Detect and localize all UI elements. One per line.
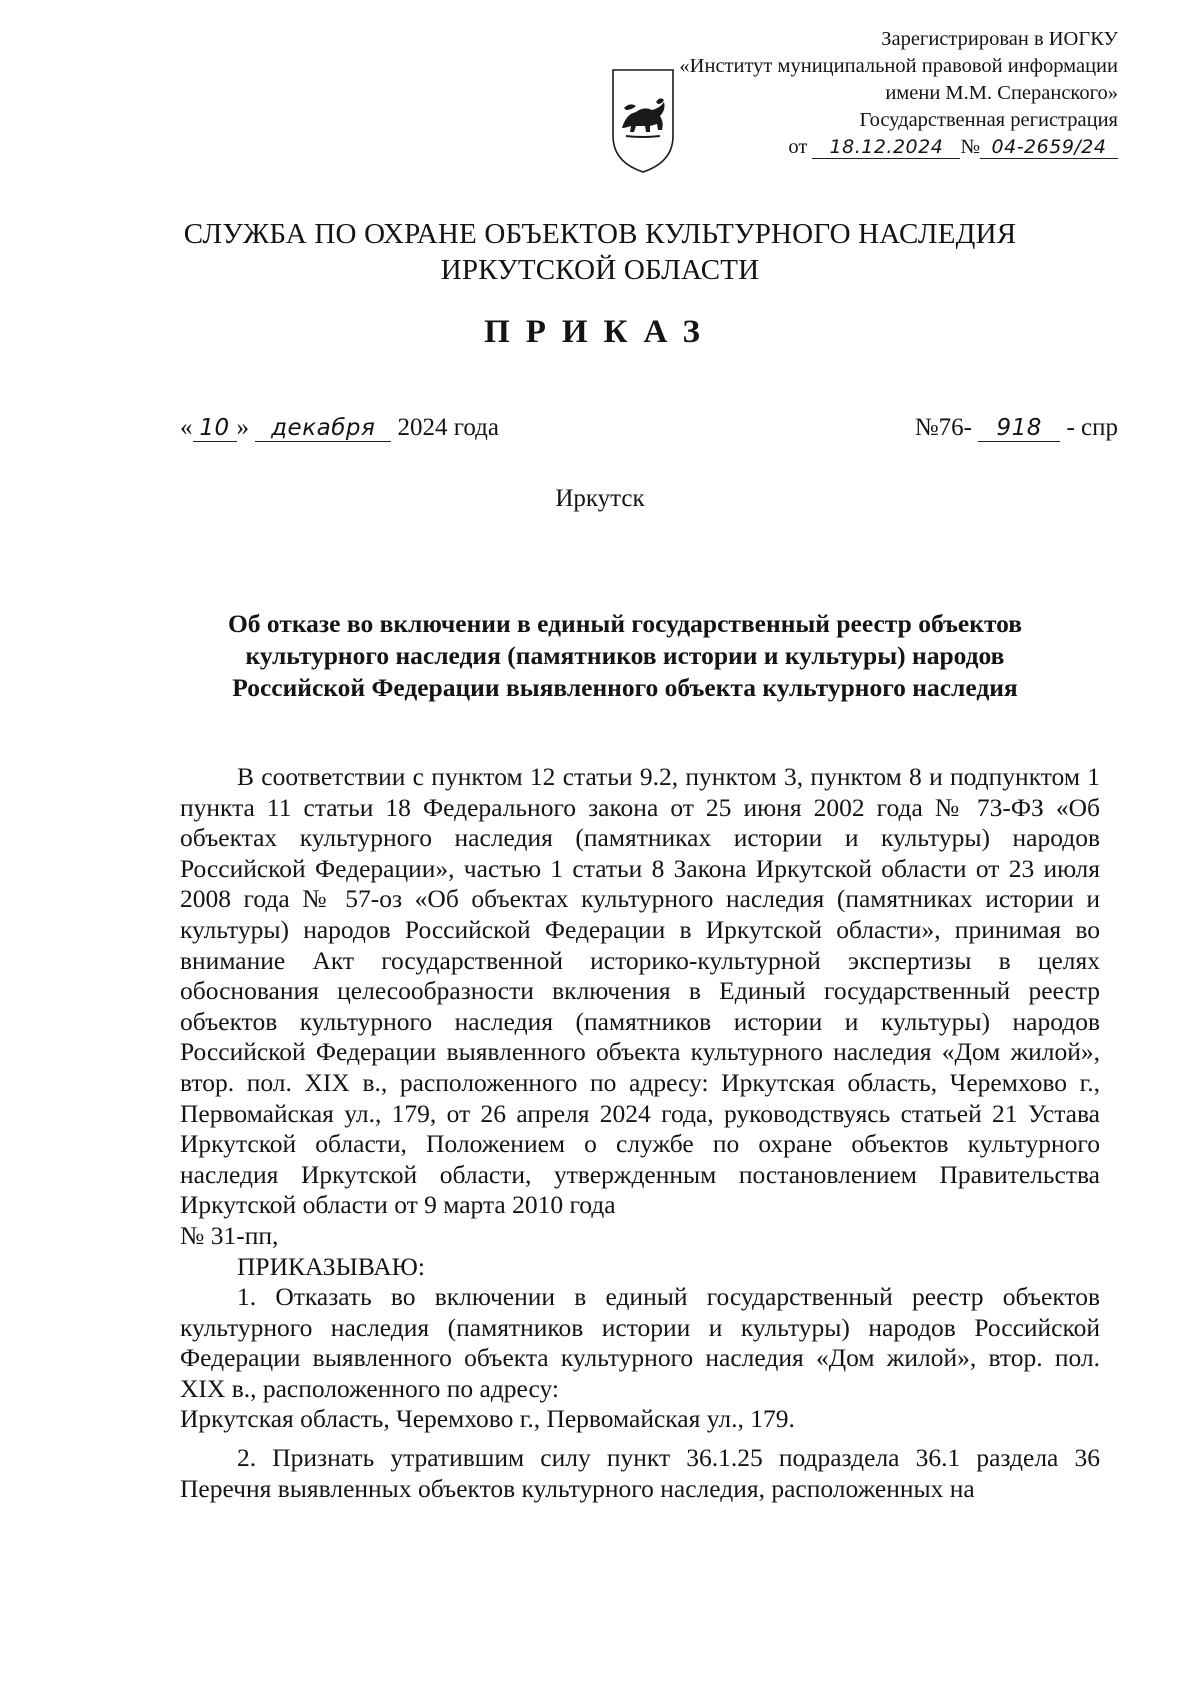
order-number-prefix: №76- bbox=[914, 414, 972, 441]
order-word: ПРИКАЗЫВАЮ: bbox=[237, 1251, 425, 1281]
registration-line-1: Зарегистрирован в ИОГКУ bbox=[881, 28, 1118, 50]
order-body bbox=[180, 762, 1100, 1504]
subject-line-2: культурного наследия (памятников истории и культуры) народов bbox=[245, 641, 1005, 670]
date-month: декабря bbox=[255, 415, 391, 442]
date-year: 2024 года bbox=[397, 414, 499, 441]
organization-name bbox=[0, 216, 1200, 288]
document-type-title: ПРИКАЗ bbox=[484, 314, 716, 350]
registration-number-label: № bbox=[960, 136, 980, 158]
order-subject bbox=[150, 608, 1100, 704]
organization-line-2: ИРКУТСКОЙ ОБЛАСТИ bbox=[440, 254, 760, 286]
order-number-value: 918 bbox=[978, 415, 1060, 442]
preamble-paragraph: В соответствии с пунктом 12 статьи 9.2, пунктом 3, пунктом 8 и подпунктом 1 пункта 11 статьи 18 Федерального закона от 25 июня 2002 года № 73-ФЗ «Об объектах культурного наследия (памятниках истории и культуры) народов Российской Федерации», частью 1 статьи 8 Закона Иркутской области от 23 июля 2008 года № 57-оз «Об объектах культурного наследия (памятниках истории и культуры) народов Российской Федерации в Иркутской области», принимая во внимание Акт государственной историко-культурной экспертизы в целях обоснования целесообразности включения в Единый государственный реестр объектов культурного наследия (памятников истории и культуры) народов Российской Федерации выявленного объекта культурного наследия «Дом жилой», втор. пол. XIX в., расположенного по адресу: Иркутская область, Черемхово г., Первомайская ул., 179, от 26 апреля 2024 года, руководствуясь статьей 21 Устава Иркутской области, Положением о службе по охране объектов культурного наследия Иркутской области, утвержденным постановлением Правительства Иркутской области от 9 марта 2010 года bbox=[180, 762, 1100, 1220]
registration-number: 04-2659/24 bbox=[980, 136, 1118, 159]
item-1-paragraph: 1. Отказать во включении в единый государственный реестр объектов культурного наследия (памятников истории и культуры) народов Российской Федерации выявленного объекта культурного наследия «Дом жилой», втор. пол. XIX в., расположенного по адресу: bbox=[180, 1282, 1100, 1403]
order-number bbox=[915, 414, 1118, 442]
registration-from-label: от bbox=[788, 136, 808, 158]
preamble-end: № 31-пп, bbox=[180, 1220, 279, 1250]
date-open-quote: « bbox=[180, 414, 193, 441]
registration-date: 18.12.2024 bbox=[812, 136, 960, 159]
registration-date-number-line bbox=[679, 134, 1118, 161]
city: Иркутск bbox=[555, 485, 645, 512]
registration-line-4: Государственная регистрация bbox=[859, 109, 1118, 131]
irkutsk-coat-of-arms-icon bbox=[610, 66, 676, 176]
order-number-suffix: - спр bbox=[1066, 414, 1118, 441]
subject-line-3: Российской Федерации выявленного объекта культурного наследия bbox=[232, 673, 1018, 702]
registration-stamp bbox=[679, 26, 1118, 161]
item-1-end: Иркутская область, Черемхово г., Первомайская ул., 179. bbox=[180, 1404, 795, 1434]
date-close-quote: » bbox=[236, 414, 249, 441]
item-2-paragraph: 2. Признать утратившим силу пункт 36.1.25 подраздела 36.1 раздела 36 Перечня выявленных объектов культурного наследия, расположенных на bbox=[180, 1443, 1100, 1503]
registration-line-3: имени М.М. Сперанского» bbox=[885, 82, 1118, 104]
subject-line-1: Об отказе во включении в единый государственный реестр объектов bbox=[227, 609, 1023, 638]
registration-line-2: «Институт муниципальной правовой информации bbox=[679, 55, 1118, 77]
organization-line-1: СЛУЖБА ПО ОХРАНЕ ОБЪЕКТОВ КУЛЬТУРНОГО НАСЛЕДИЯ bbox=[183, 218, 1017, 250]
date-day: 10 bbox=[193, 415, 237, 442]
order-date bbox=[180, 414, 499, 442]
